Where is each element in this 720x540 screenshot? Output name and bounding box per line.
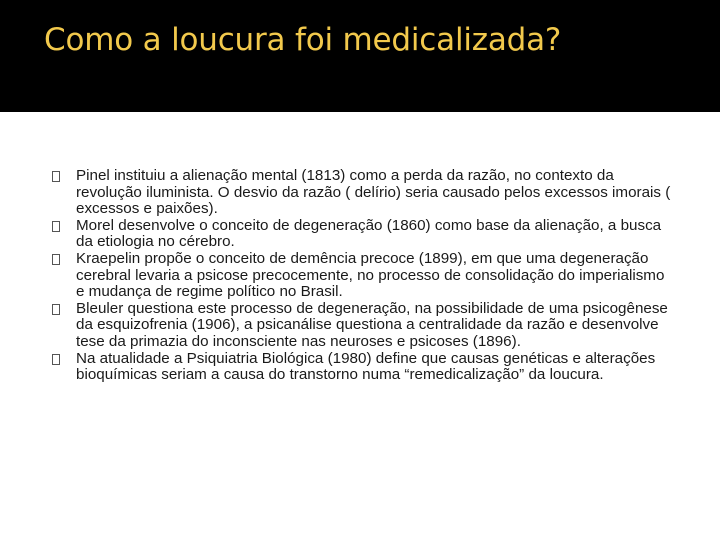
bullet-item-kraepelin	[52, 251, 672, 301]
bullet-marker-icon	[52, 254, 60, 265]
bullet-text: Bleuler questiona este processo de degeneração, na possibilidade de uma psicogênese da esquizofrenia (1906), a psicanálise questiona a centralidade da razão e desenvolve tese da primazia do inconsciente nas neuroses e psicoses (1896).	[76, 299, 668, 350]
bullet-item-pinel	[52, 168, 672, 218]
bullet-item-psiquiatria-biologica	[52, 351, 672, 384]
bullet-item-bleuler	[52, 301, 672, 351]
bullet-text: Kraepelin propõe o conceito de demência precoce (1899), em que uma degeneração cerebral levaria a psicose precocemente, no processo de consolidação do imperialismo e mudança de regime político no Brasil.	[76, 249, 665, 301]
bullet-marker-icon	[52, 171, 60, 182]
bullet-marker-icon	[52, 354, 60, 365]
bullet-text: Na atualidade a Psiquiatria Biológica (1980) define que causas genéticas e alterações bioquímicas seriam a causa do transtorno numa “remedicalização” da loucura.	[76, 349, 656, 384]
slide-title: Como a loucura foi medicalizada?	[44, 22, 562, 58]
bullet-marker-icon	[52, 304, 60, 315]
bullet-item-morel	[52, 218, 672, 251]
bullet-text: Morel desenvolve o conceito de degeneração (1860) como base da alienação, a busca da etiologia no cérebro.	[76, 216, 662, 251]
title-band	[0, 0, 720, 112]
bullet-text: Pinel instituiu a alienação mental (1813) como a perda da razão, no contexto da revolução iluminista. O desvio da razão ( delírio) seria causado pelos excessos imorais ( excessos e paixões).	[76, 167, 671, 218]
bullet-marker-icon	[52, 221, 60, 232]
bullet-list	[52, 168, 672, 384]
